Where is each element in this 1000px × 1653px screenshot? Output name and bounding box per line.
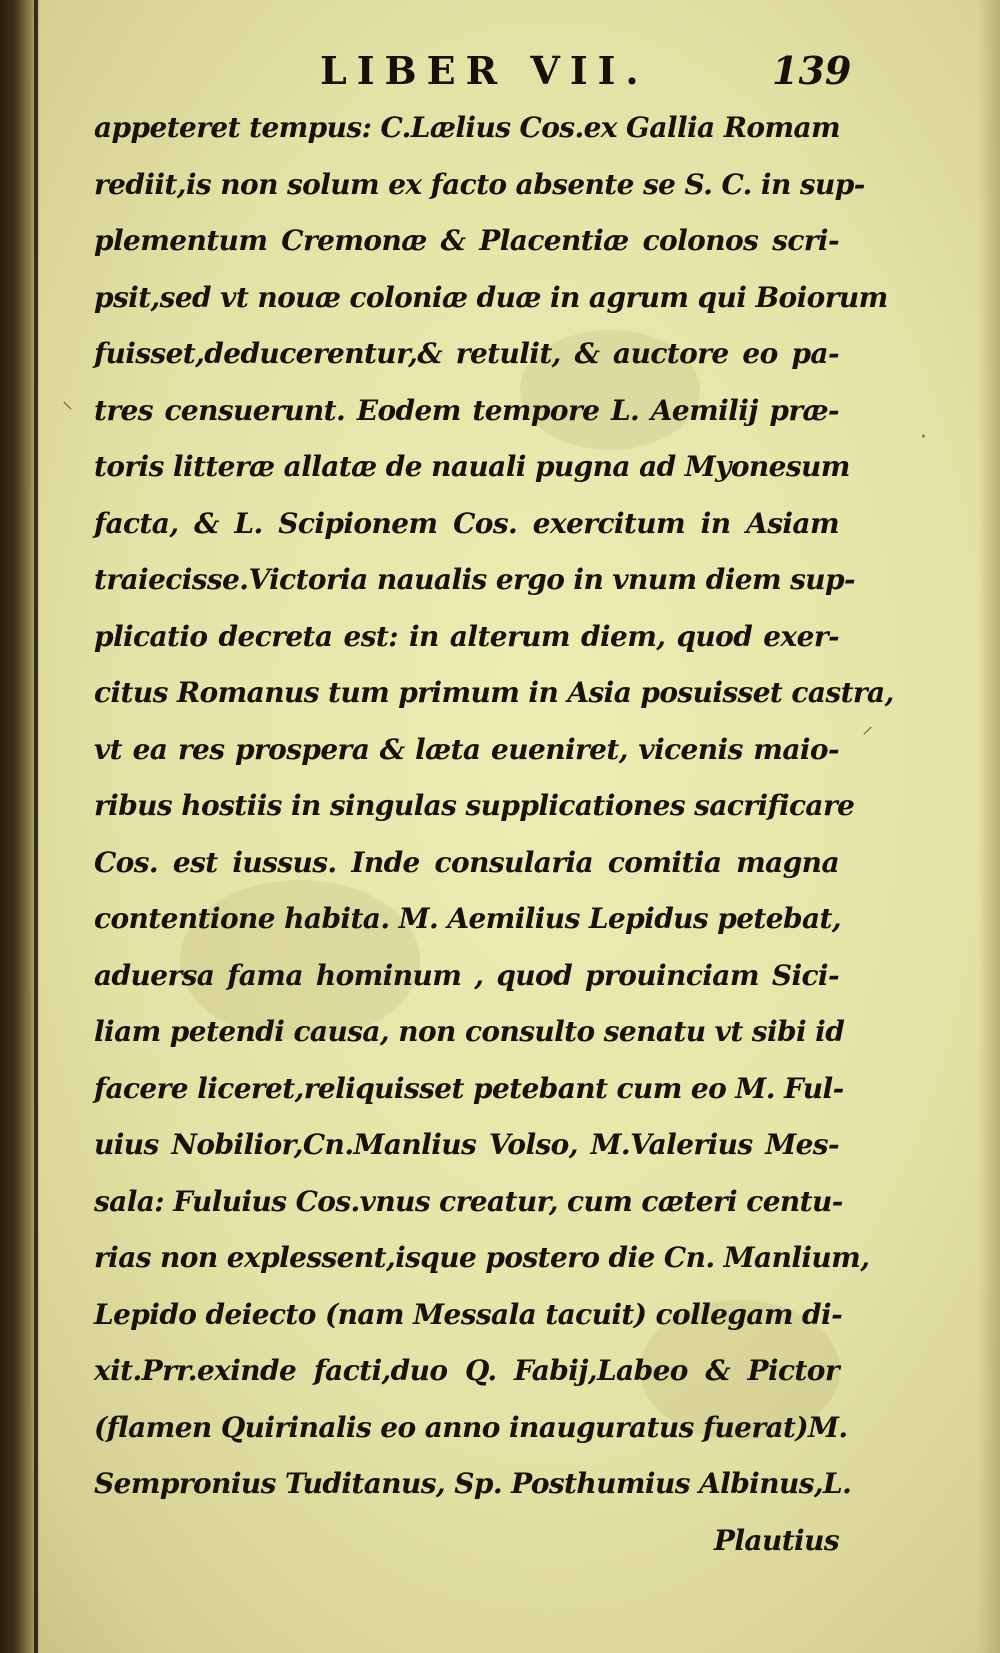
text-line: sala: Fuluius Cos.vnus creatur, cum cæteri centu- — [94, 1184, 843, 1218]
text-line: rias non explessent,isque postero die Cn. Manlium, — [94, 1241, 870, 1274]
text-line: contentione habita. M. Aemilius Lepidus petebat, — [94, 902, 841, 935]
text-line: ribus hostiis in singulas supplicationes sacrificare — [94, 789, 855, 822]
text-line: traiecisse.Victoria naualis ergo in vnum diem sup- — [94, 563, 856, 596]
text-line: tres censuerunt. Eodem tempore L. Aemilij præ- — [94, 393, 839, 427]
text-line: Cos. est iussus. Inde consularia comitia magna — [94, 845, 839, 879]
text-line: liam petendi causa, non consulto senatu vt sibi id — [94, 1015, 845, 1048]
page-edge-shadow — [978, 0, 1000, 1653]
text-line: facta, & L. Scipionem Cos. exercitum in Asiam — [94, 506, 839, 540]
catchword: Plautius — [713, 1523, 839, 1557]
text-line: vt ea res prospera & læta eueniret, vicenis maio- — [94, 732, 839, 766]
text-line: facere liceret,reliquisset petebant cum eo M. Ful- — [94, 1071, 844, 1105]
page-number: 139 — [772, 48, 852, 93]
paper-mark: · — [920, 425, 927, 450]
text-line: rediit,is non solum ex facto absente se S. C. in sup- — [94, 167, 865, 201]
binding-edge — [34, 0, 38, 1653]
text-line: xit.Prr.exinde facti,duo Q. Fabij,Labeo & Pictor — [94, 1354, 839, 1387]
text-line: plicatio decreta est: in alterum diem, quod exer- — [94, 619, 839, 653]
text-line: Lepido deiecto (nam Messala tacuit) collegam di- — [94, 1297, 843, 1331]
text-line: Sempronius Tuditanus, Sp. Posthumius Albinus,L. — [94, 1467, 852, 1500]
text-line: fuisset,deducerentur,& retulit, & auctore eo pa- — [94, 337, 839, 370]
text-line: citus Romanus tum primum in Asia posuisset castra, — [94, 676, 894, 709]
text-line: aduersa fama hominum , quod prouinciam Sici- — [94, 958, 839, 992]
text-line: plementum Cremonæ & Placentiæ colonos scri- — [94, 224, 839, 257]
text-line: (flamen Quirinalis eo anno inauguratus fuerat)M. — [94, 1410, 848, 1444]
text-line: appeteret tempus: C.Lælius Cos.ex Gallia Romam — [94, 111, 841, 144]
running-head — [0, 48, 1000, 104]
body-text — [94, 100, 894, 1569]
text-line: toris litteræ allatæ de nauali pugna ad Myonesum — [94, 450, 850, 483]
paper-mark: ⸝ — [862, 714, 874, 739]
text-line: psit,sed vt nouæ coloniæ duæ in agrum qui Boiorum — [94, 280, 888, 314]
paper-mark: ⸜ — [62, 389, 74, 414]
text-line: uius Nobilior,Cn.Manlius Volso, M.Valerius Mes- — [94, 1128, 839, 1161]
book-title: LIBER VII. — [320, 48, 649, 93]
